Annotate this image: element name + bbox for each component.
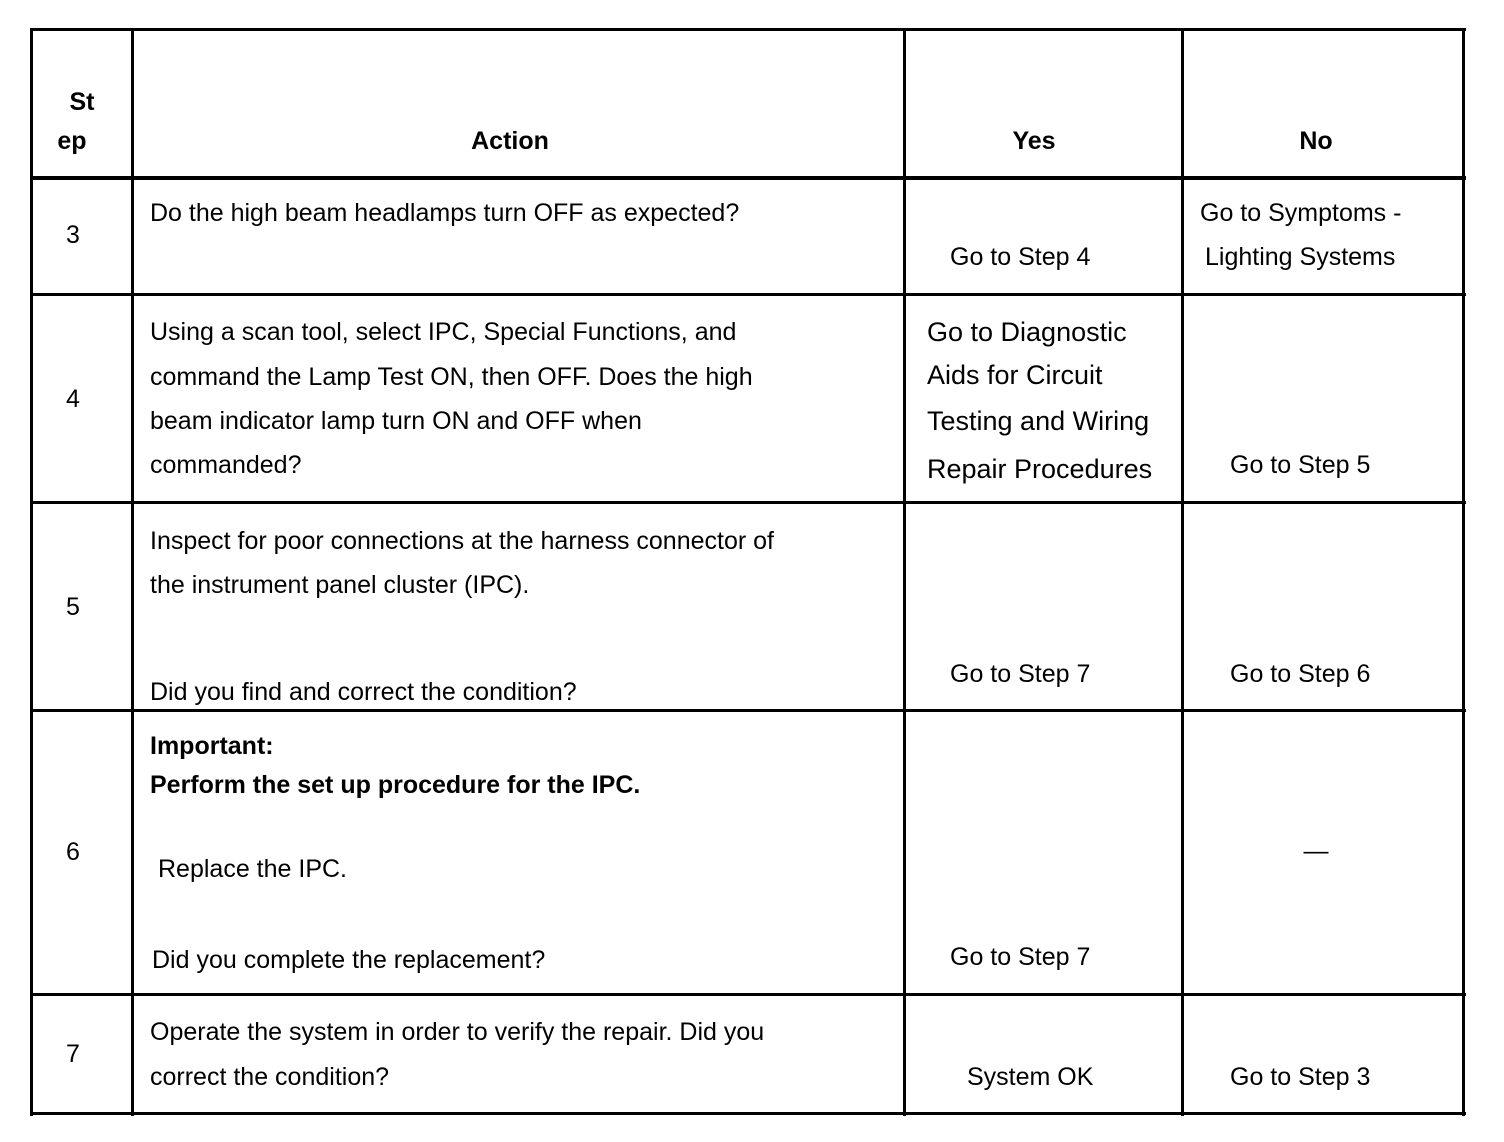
action-text: Operate the system in order to verify the repair. Did you (150, 1018, 765, 1046)
step-number: 4 (66, 385, 80, 413)
row-divider (30, 993, 1466, 996)
action-text: commanded? (150, 451, 302, 479)
action-text: Did you complete the replacement? (152, 946, 546, 974)
yes-text: System OK (967, 1063, 1094, 1091)
row-divider (30, 501, 1466, 504)
action-text: Do the high beam headlamps turn OFF as expected? (150, 199, 740, 227)
step-number: 5 (66, 593, 80, 621)
no-text: — (1303, 837, 1329, 865)
step-number: 7 (66, 1040, 80, 1068)
header-yes: Yes (1012, 127, 1056, 155)
table-border-left (30, 28, 33, 1116)
action-text: the instrument panel cluster (IPC). (150, 571, 530, 599)
action-text: correct the condition? (150, 1063, 390, 1091)
column-divider (131, 28, 134, 1116)
no-text: Go to Step 3 (1230, 1063, 1371, 1091)
header-action: Action (471, 127, 549, 155)
no-text: Go to Step 5 (1230, 451, 1371, 479)
row-divider (30, 293, 1466, 296)
yes-text: Go to Diagnostic (927, 317, 1127, 347)
no-text: Go to Step 6 (1230, 660, 1371, 688)
no-text: Go to Symptoms - (1200, 199, 1402, 227)
yes-text: Repair Procedures (927, 454, 1153, 484)
yes-text: Aids for Circuit (927, 360, 1103, 390)
step-number: 6 (66, 838, 80, 866)
important-text: Perform the set up procedure for the IPC. (150, 771, 641, 799)
important-label: Important: (150, 732, 274, 760)
action-text: Inspect for poor connections at the harness connector of (150, 527, 774, 555)
yes-text: Go to Step 7 (950, 660, 1091, 688)
column-divider (1181, 28, 1184, 1116)
header-divider (30, 176, 1466, 180)
action-text: beam indicator lamp turn ON and OFF when (150, 407, 642, 435)
table-border-right (1462, 28, 1465, 1116)
yes-text: Go to Step 7 (950, 943, 1091, 971)
yes-text: Testing and Wiring (927, 406, 1150, 436)
header-step-line2: ep (57, 127, 87, 155)
no-text: Lighting Systems (1205, 243, 1396, 271)
header-no: No (1299, 127, 1333, 155)
header-step-line1: St (69, 88, 95, 116)
action-text: command the Lamp Test ON, then OFF. Does the high (150, 363, 753, 391)
yes-text: Go to Step 4 (950, 243, 1091, 271)
table-border-bottom (30, 1112, 1466, 1115)
column-divider (903, 28, 906, 1116)
action-text: Using a scan tool, select IPC, Special Functions, and (150, 318, 737, 346)
action-text: Replace the IPC. (158, 855, 347, 883)
table-border-top (30, 28, 1466, 31)
action-text: Did you find and correct the condition? (150, 678, 577, 706)
step-number: 3 (66, 221, 80, 249)
